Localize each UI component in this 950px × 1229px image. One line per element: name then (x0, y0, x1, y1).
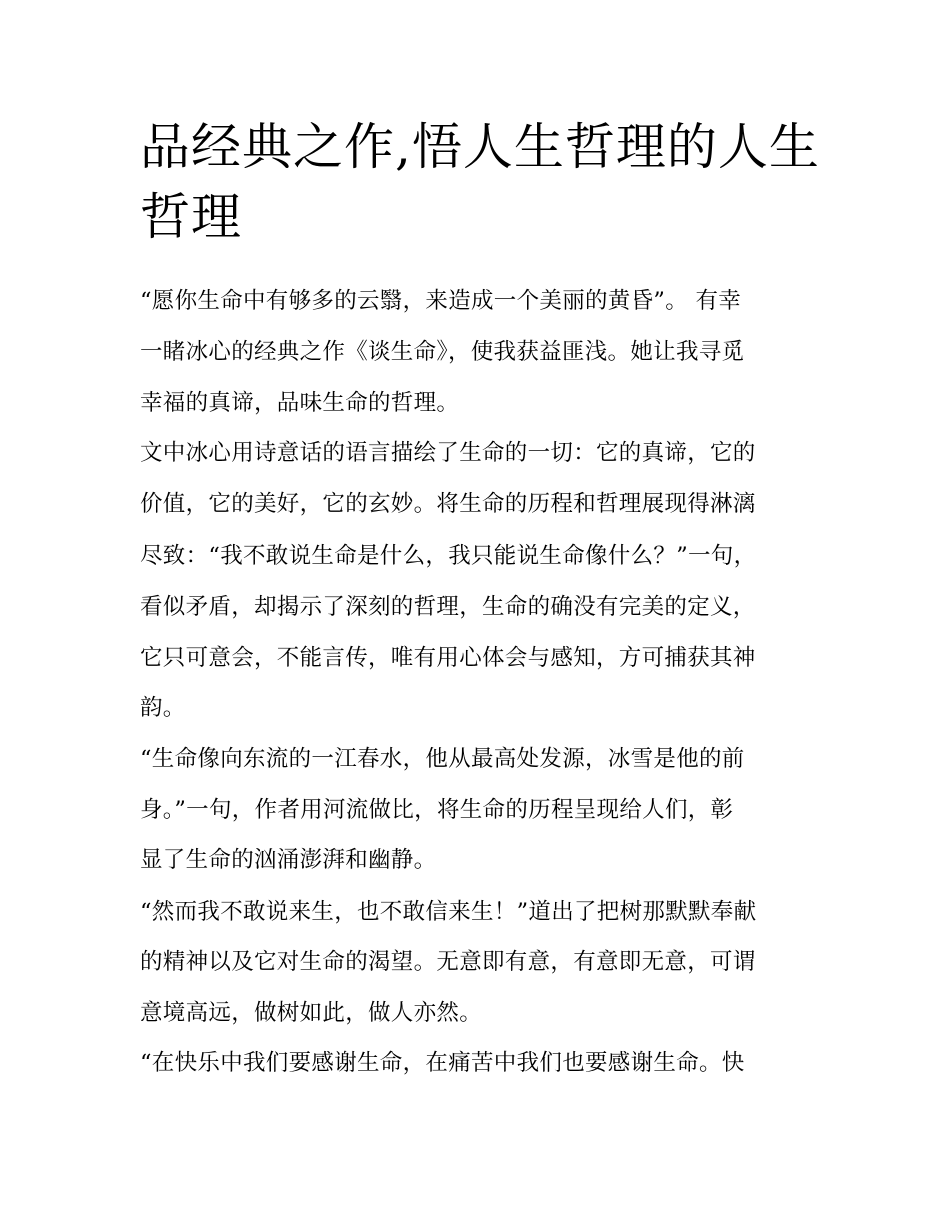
text-line: 意境高远，做树如此，做人亦然。 (140, 1000, 483, 1026)
text-line: 尽致：“我不敢说生命是什么，我只能说生命像什么？”一句， (140, 543, 757, 569)
text-line: 韵。 (140, 695, 186, 721)
text-line: 它只可意会，不能言传，唯有用心体会与感知，方可捕获其神 (140, 645, 756, 671)
title-line: 哲理 (140, 188, 242, 246)
text-line: 一睹冰心的经典之作《谈生命》，使我获益匪浅。她让我寻觅 (140, 339, 745, 365)
text-line: “愿你生命中有够多的云翳，来造成一个美丽的黄昏”。 有幸 (140, 288, 742, 314)
text-line: 幸福的真谛，品味生命的哲理。 (140, 390, 460, 416)
text-line: 身。”一句，作者用河流做比，将生命的历程呈现给人们，彰 (140, 797, 734, 823)
text-line: 看似矛盾，却揭示了深刻的哲理，生命的确没有完美的定义， (140, 594, 756, 620)
text-line: “在快乐中我们要感谢生命，在痛苦中我们也要感谢生命。快 (140, 1050, 745, 1076)
document-page (140, 0, 820, 1229)
text-line: 文中冰心用诗意话的语言描绘了生命的一切：它的真谛，它的 (140, 440, 756, 466)
document-title (140, 112, 820, 252)
text-line: “然而我不敢说来生，也不敢信来生！”道出了把树那默默奉献 (140, 899, 757, 925)
text-line: 的精神以及它对生命的渴望。无意即有意，有意即无意，可谓 (140, 949, 756, 975)
text-line: 价值，它的美好，它的玄妙。将生命的历程和哲理展现得淋漓 (140, 491, 756, 517)
title-line: 品经典之作,悟人生哲理的人生 (140, 118, 820, 176)
text-line: 显了生命的汹涌澎湃和幽静。 (140, 847, 437, 873)
text-line: “生命像向东流的一江春水，他从最高处发源，冰雪是他的前 (140, 746, 745, 772)
